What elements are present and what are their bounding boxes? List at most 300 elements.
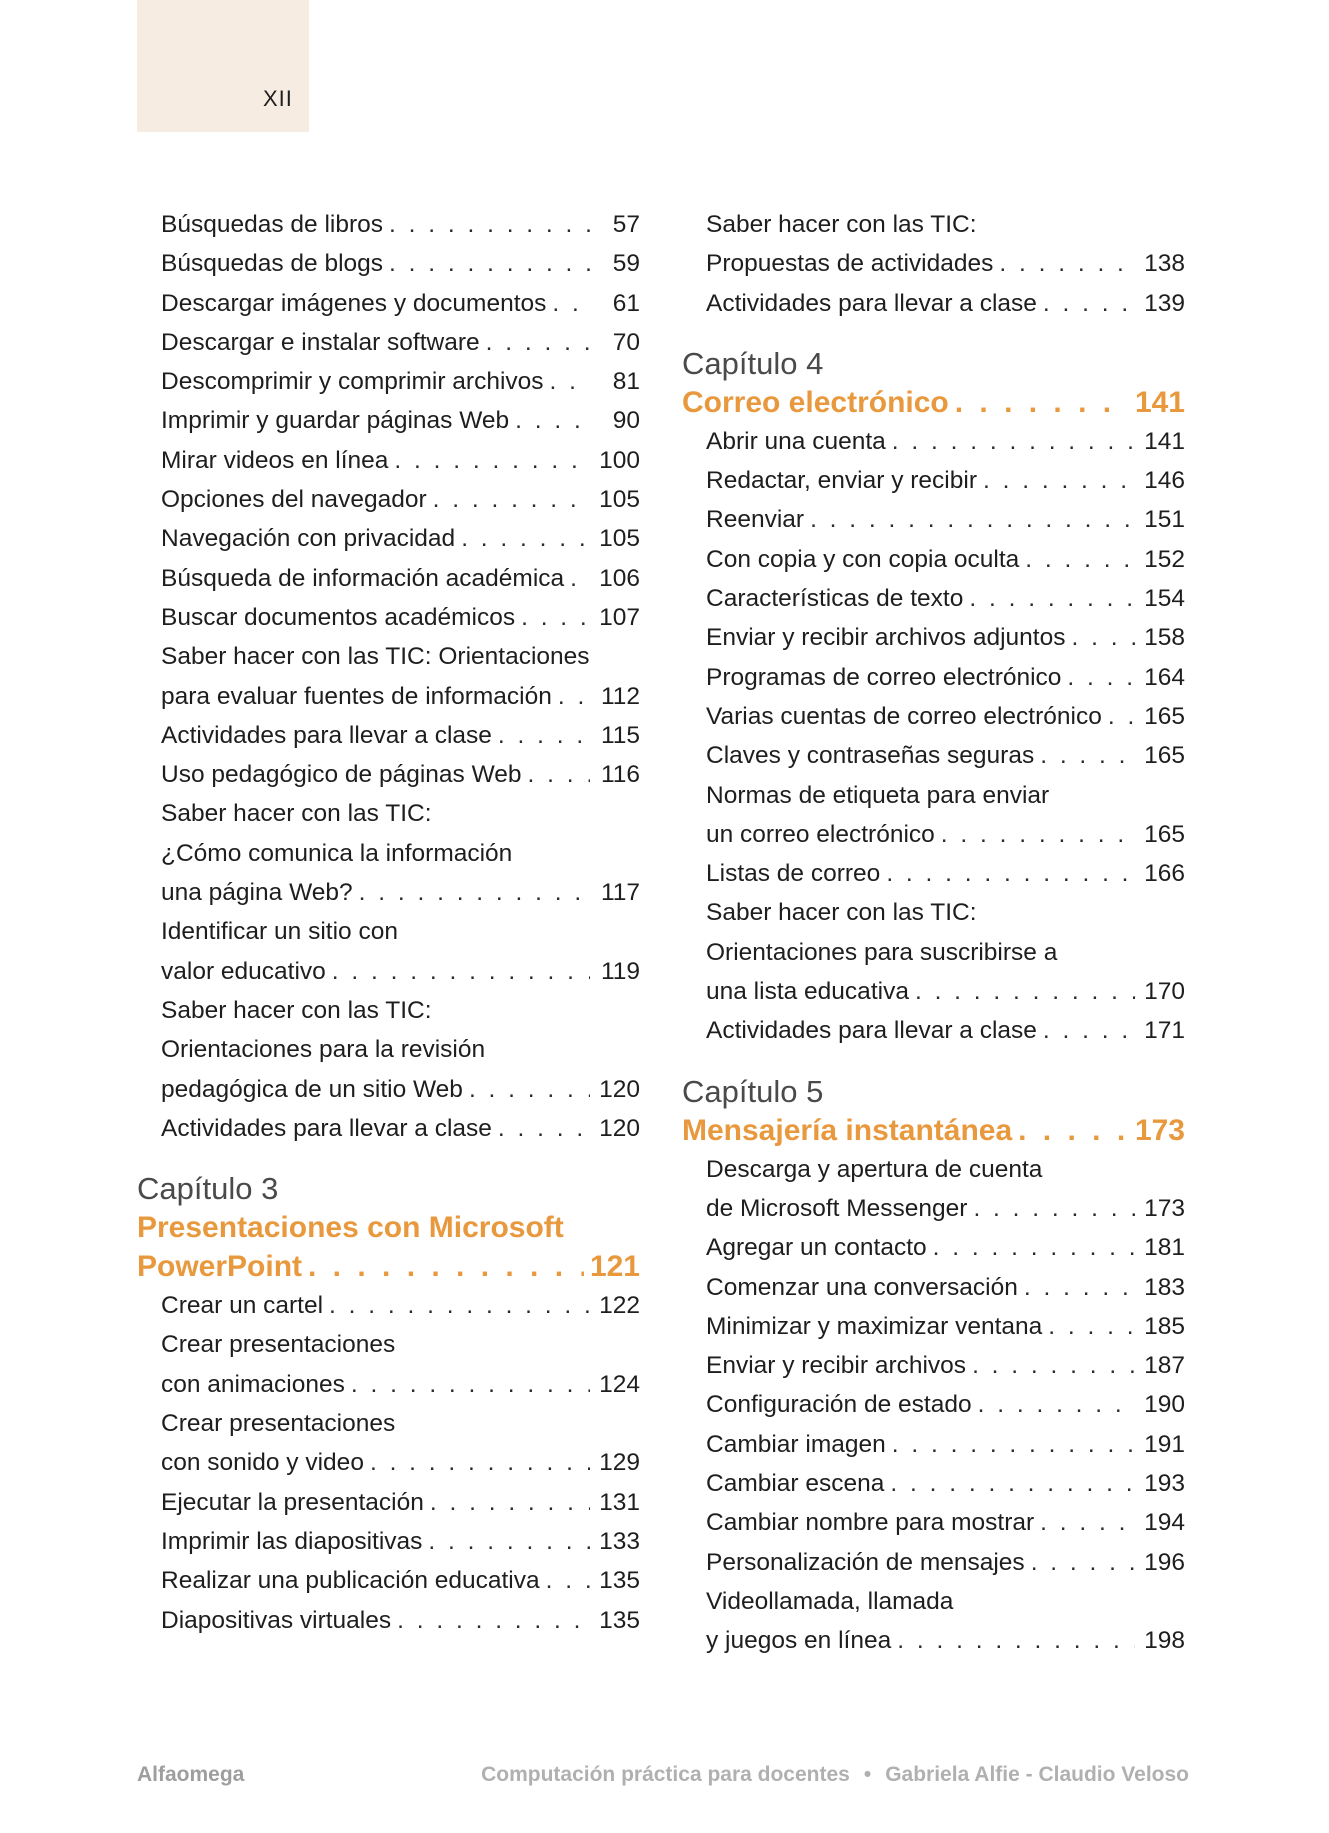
toc-leader-dots — [1043, 1011, 1135, 1050]
toc-entry-line — [161, 559, 640, 598]
chapter-label: Capítulo 4 — [682, 345, 824, 381]
toc-entry-line — [706, 1464, 1185, 1503]
toc-entry-line — [161, 362, 640, 401]
toc-page-number: 173 — [1144, 1194, 1185, 1222]
toc-entry-line — [161, 716, 640, 755]
toc-leader-dots — [461, 519, 590, 558]
toc-entry — [137, 480, 640, 519]
toc-entry-title: Enviar y recibir archivos adjuntos — [706, 624, 1066, 652]
toc-entry — [682, 461, 1185, 500]
toc-entry — [682, 284, 1185, 323]
toc-page-number: 193 — [1144, 1470, 1185, 1498]
toc-leader-dots — [486, 323, 590, 362]
page-number: XII — [263, 86, 293, 111]
toc-entry — [137, 912, 640, 991]
toc-leader-dots — [1048, 1307, 1135, 1346]
toc-page-number: 105 — [599, 525, 640, 553]
toc-entry — [682, 1346, 1185, 1385]
toc-entry-line — [706, 972, 1185, 1011]
toc-entry-line — [161, 284, 640, 323]
toc-entry-line — [161, 1109, 640, 1148]
toc-entry — [682, 854, 1185, 893]
toc-entry-line — [161, 834, 640, 873]
toc-page-number: 107 — [599, 603, 640, 631]
toc-page-number: 106 — [599, 564, 640, 592]
toc-entry-line — [706, 579, 1185, 618]
toc-leader-dots — [370, 1443, 590, 1482]
chapter-title-text: PowerPoint — [137, 1250, 303, 1284]
toc-page-number: 183 — [1144, 1273, 1185, 1301]
toc-leader-dots — [528, 755, 590, 794]
toc-entry-title: Búsqueda de información académica — [161, 564, 565, 592]
toc-entry-title: Enviar y recibir archivos — [706, 1352, 967, 1380]
toc-entry-line — [161, 677, 640, 716]
toc-page-number: 133 — [599, 1527, 640, 1555]
toc-entry-title: Actividades para llevar a clase — [161, 721, 492, 749]
toc-entry — [137, 559, 640, 598]
chapter-label: Capítulo 5 — [682, 1073, 824, 1109]
toc-entry — [682, 1503, 1185, 1542]
toc-entry — [137, 637, 640, 716]
toc-leader-dots — [1025, 540, 1135, 579]
toc-leader-dots — [915, 972, 1135, 1011]
toc-entry-title: ¿Cómo comunica la información — [161, 839, 513, 867]
toc-entry-title: Personalización de mensajes — [706, 1548, 1025, 1576]
toc-entry — [682, 1385, 1185, 1424]
toc-entry-title: Con copia y con copia oculta — [706, 545, 1020, 573]
toc-leader-dots — [498, 716, 590, 755]
toc-entry-title: Orientaciones para suscribirse a — [706, 938, 1058, 966]
book-credit — [481, 1763, 1189, 1787]
toc-entry-line — [706, 736, 1185, 775]
toc-entry-title: Crear un cartel — [161, 1292, 324, 1320]
toc-entry-line — [161, 1286, 640, 1325]
toc-page-number: 70 — [612, 328, 640, 356]
chapter-title — [682, 383, 1185, 422]
toc-entry-title: Propuestas de actividades — [706, 250, 994, 278]
toc-entry — [137, 205, 640, 244]
toc-entry-title: Descargar e instalar software — [161, 328, 480, 356]
toc-page-number: 165 — [1144, 742, 1185, 770]
toc-entry-title: Características de texto — [706, 585, 964, 613]
toc-entry-line — [706, 893, 1185, 932]
toc-entry — [137, 441, 640, 480]
chapter-title-text: Mensajería instantánea — [682, 1113, 1013, 1147]
toc-entry-line — [161, 598, 640, 637]
toc-entry-title: Cambiar escena — [706, 1470, 885, 1498]
toc-entry — [137, 362, 640, 401]
toc-entry-line — [161, 480, 640, 519]
toc-entry-title: y juegos en línea — [706, 1627, 892, 1655]
toc-entry-line — [706, 284, 1185, 323]
publisher-brand: Alfaomega — [137, 1763, 245, 1786]
toc-entry-line — [706, 1011, 1185, 1050]
toc-entry — [137, 284, 640, 323]
toc-entry — [682, 205, 1185, 284]
chapter-page-number: 121 — [589, 1250, 640, 1284]
toc-leader-dots — [469, 1070, 590, 1109]
toc-entry-line — [161, 1070, 640, 1109]
toc-page-number: 124 — [599, 1370, 640, 1398]
toc-entry-title: Listas de correo — [706, 860, 881, 888]
toc-leader-dots — [890, 1464, 1135, 1503]
toc-page-number: 131 — [599, 1488, 640, 1516]
toc-entry-line — [706, 1385, 1185, 1424]
toc-leader-dots — [973, 1189, 1135, 1228]
toc-entry — [137, 244, 640, 283]
toc-entry-title: Cambiar nombre para mostrar — [706, 1509, 1035, 1537]
toc-entry — [137, 1286, 640, 1325]
toc-entry-line — [706, 697, 1185, 736]
toc-entry — [682, 1228, 1185, 1267]
toc-entry-title: Saber hacer con las TIC: — [706, 211, 977, 238]
toc-leader-dots — [546, 1561, 590, 1600]
toc-entry-line — [161, 323, 640, 362]
toc-entry-line — [706, 1425, 1185, 1464]
toc-entry-title: Crear presentaciones — [161, 1331, 396, 1359]
toc-leader-dots — [1043, 284, 1135, 323]
toc-entry-line — [706, 933, 1185, 972]
toc-page-number: 154 — [1144, 585, 1185, 613]
toc-entry-title: Búsquedas de libros — [161, 211, 384, 238]
toc-entry-title: Agregar un contacto — [706, 1234, 927, 1262]
toc-entry-line — [161, 1601, 640, 1640]
toc-page-number: 112 — [600, 682, 640, 710]
toc-entry — [682, 776, 1185, 855]
toc-entry-title: Diapositivas virtuales — [161, 1606, 392, 1634]
toc-leader-dots — [515, 401, 590, 440]
chapter-title — [682, 1111, 1185, 1150]
toc-entry-line — [161, 1365, 640, 1404]
toc-entry — [682, 1464, 1185, 1503]
toc-entry-title: Imprimir las diapositivas — [161, 1527, 423, 1555]
chapter-title-text: Presentaciones con Microsoft — [137, 1211, 564, 1245]
toc-entry — [682, 500, 1185, 539]
toc-entry-title: Identificar un sitio con — [161, 918, 398, 946]
toc-entry-line — [161, 991, 640, 1030]
toc-leader-dots — [433, 480, 590, 519]
toc-entry-line — [706, 776, 1185, 815]
toc-leader-dots — [550, 362, 590, 401]
toc-entry — [682, 579, 1185, 618]
toc-leader-dots — [1108, 697, 1135, 736]
toc-entry — [137, 519, 640, 558]
toc-entry — [682, 1011, 1185, 1050]
toc-page-number: 129 — [599, 1449, 640, 1477]
toc-leader-dots — [430, 1483, 590, 1522]
toc-entry-line — [706, 540, 1185, 579]
toc-entry-line — [161, 205, 640, 244]
toc-entry-title: una lista educativa — [706, 978, 909, 1006]
toc-entry-title: Realizar una publicación educativa — [161, 1567, 540, 1595]
toc-page-number: 59 — [612, 250, 640, 278]
toc-entry — [682, 697, 1185, 736]
chapter-title-line — [682, 383, 1185, 422]
toc-page-number: 198 — [1144, 1627, 1185, 1655]
toc-page-number: 158 — [1144, 624, 1185, 652]
toc-entry-title: pedagógica de un sitio Web — [161, 1075, 463, 1103]
toc-leader-dots — [428, 1522, 590, 1561]
toc-entry — [137, 755, 640, 794]
chapter-page-number: 173 — [1134, 1113, 1185, 1147]
toc-page-number: 135 — [599, 1567, 640, 1595]
toc-entry-title: Imprimir y guardar páginas Web — [161, 407, 510, 435]
toc-entry — [137, 1601, 640, 1640]
toc-entry-title: con animaciones — [161, 1370, 345, 1398]
toc-leader-dots — [389, 244, 590, 283]
toc-entry — [137, 991, 640, 1109]
book-authors: Gabriela Alfie - Claudio Veloso — [885, 1763, 1189, 1786]
toc-page-number: 122 — [599, 1292, 640, 1320]
toc-entry-line — [706, 500, 1185, 539]
toc-entry — [682, 1307, 1185, 1346]
toc-page-number: 61 — [612, 289, 640, 317]
toc-leader-dots — [1067, 658, 1135, 697]
toc-entry-title: Navegación con privacidad — [161, 525, 456, 553]
toc-entry-title: Programas de correo electrónico — [706, 663, 1062, 691]
toc-entry-line — [161, 244, 640, 283]
toc-entry-title: Configuración de estado — [706, 1391, 972, 1419]
page-number-tab — [137, 0, 309, 132]
toc-entry — [682, 1268, 1185, 1307]
toc-entry-line — [706, 1582, 1185, 1621]
toc-entry-line — [706, 815, 1185, 854]
toc-page-number: 152 — [1144, 545, 1185, 573]
toc-leader-dots — [1024, 1268, 1135, 1307]
toc-page-number: 139 — [1144, 289, 1185, 317]
toc-entry-line — [706, 244, 1185, 283]
toc-page-number: 146 — [1144, 467, 1185, 495]
toc-leader-dots — [1040, 1503, 1135, 1542]
chapter-title-line — [682, 1111, 1185, 1150]
page-footer — [137, 1763, 1189, 1793]
footer-bullet: • — [863, 1763, 872, 1786]
toc-entry-line — [706, 461, 1185, 500]
toc-entry-title: Saber hacer con las TIC: — [161, 996, 432, 1024]
toc-entry-title: Saber hacer con las TIC: — [706, 899, 977, 927]
toc-entry-title: un correo electrónico — [706, 820, 935, 848]
toc-page-number: 90 — [612, 407, 640, 435]
toc-leader-dots — [397, 1601, 590, 1640]
toc-entry — [682, 1425, 1185, 1464]
toc-entry-line — [161, 794, 640, 833]
toc-entry-line — [706, 618, 1185, 657]
toc-entry-title: Descomprimir y comprimir archivos — [161, 368, 544, 396]
toc-leader-dots — [332, 952, 590, 991]
toc-entry-title: de Microsoft Messenger — [706, 1194, 968, 1222]
toc-entry-title: Reenviar — [706, 506, 805, 534]
toc-entry-line — [161, 1522, 640, 1561]
toc-entry-line — [706, 1150, 1185, 1189]
toc-entry — [137, 1325, 640, 1404]
toc-entry — [682, 1150, 1185, 1229]
toc-entry — [137, 1522, 640, 1561]
toc-page-number: 196 — [1144, 1548, 1185, 1576]
toc-entry-line — [161, 1561, 640, 1600]
toc-entry-line — [161, 1483, 640, 1522]
toc-leader-dots — [892, 1425, 1135, 1464]
toc-leader-dots — [329, 1286, 590, 1325]
toc-page-number: 135 — [599, 1606, 640, 1634]
toc-entry-title: con sonido y video — [161, 1449, 364, 1477]
toc-page-number: 190 — [1144, 1391, 1185, 1419]
toc-entry-title: Búsquedas de blogs — [161, 250, 384, 278]
toc-entry-title: Redactar, enviar y recibir — [706, 467, 977, 495]
toc-entry — [137, 794, 640, 912]
toc-entry-title: valor educativo — [161, 957, 326, 985]
toc-leader-dots — [933, 1228, 1135, 1267]
toc-leader-dots — [941, 815, 1135, 854]
toc-entry — [137, 716, 640, 755]
toc-page-number: 115 — [600, 721, 640, 749]
toc-page-number: 191 — [1144, 1430, 1185, 1458]
toc-entry-title: Opciones del navegador — [161, 486, 427, 514]
toc-entry-line — [706, 1228, 1185, 1267]
toc-entry-title: Ejecutar la presentación — [161, 1488, 424, 1516]
toc-entry — [682, 618, 1185, 657]
toc-leader-dots — [389, 205, 590, 244]
toc-page-number: 119 — [600, 957, 640, 985]
toc-entry-line — [161, 755, 640, 794]
toc-leader-dots — [999, 244, 1135, 283]
toc-page-number: 187 — [1144, 1352, 1185, 1380]
toc-leader-dots — [897, 1621, 1135, 1660]
toc-page-number: 100 — [599, 446, 640, 474]
toc-entry-line — [161, 1325, 640, 1364]
toc-page-number: 181 — [1144, 1234, 1185, 1262]
toc-entry — [682, 540, 1185, 579]
toc-entry-title: Buscar documentos académicos — [161, 603, 516, 631]
toc-entry-title: Crear presentaciones — [161, 1410, 396, 1438]
toc-page-number: 166 — [1144, 860, 1185, 888]
toc-entry-line — [706, 1307, 1185, 1346]
chapter-title-line — [137, 1208, 640, 1247]
toc-entry-line — [161, 401, 640, 440]
toc-entry-line — [706, 1503, 1185, 1542]
chapter-leader-dots — [1018, 1111, 1129, 1150]
toc-entry-title: Actividades para llevar a clase — [161, 1114, 492, 1142]
chapter-leader-dots — [308, 1247, 584, 1286]
toc-entry — [137, 401, 640, 440]
toc-entry-title: para evaluar fuentes de información — [161, 682, 552, 710]
toc-leader-dots — [521, 598, 590, 637]
toc-entry — [682, 1543, 1185, 1582]
toc-entry — [682, 1582, 1185, 1661]
toc-entry-title: Minimizar y maximizar ventana — [706, 1312, 1043, 1340]
toc-page-number: 165 — [1144, 702, 1185, 730]
toc-entry-title: Saber hacer con las TIC: Orientaciones — [161, 643, 590, 671]
toc-entry-title: Descargar imágenes y documentos — [161, 289, 547, 317]
toc-entry-title: Mirar videos en línea — [161, 446, 389, 474]
toc-page-number: 81 — [612, 368, 640, 396]
toc-leader-dots — [886, 854, 1135, 893]
toc-entry-title: Normas de etiqueta para enviar — [706, 781, 1050, 809]
toc-page-number: 151 — [1144, 506, 1185, 534]
toc-leader-dots — [552, 284, 590, 323]
toc-entry — [137, 1109, 640, 1148]
toc-page-number: 194 — [1144, 1509, 1185, 1537]
toc-leader-dots — [892, 422, 1135, 461]
toc-leader-dots — [359, 873, 590, 912]
toc-entry-line — [161, 1030, 640, 1069]
toc-leader-dots — [1031, 1543, 1135, 1582]
toc-entry-title: Saber hacer con las TIC: — [161, 800, 432, 828]
toc-entry — [682, 658, 1185, 697]
toc-page-number: 170 — [1144, 978, 1185, 1006]
toc-entry-title: Descarga y apertura de cuenta — [706, 1155, 1043, 1183]
toc-leader-dots — [1072, 618, 1136, 657]
toc-page-number: 138 — [1144, 250, 1185, 278]
toc-leader-dots — [969, 579, 1135, 618]
toc-leader-dots — [498, 1109, 590, 1148]
chapter-title-text: Correo electrónico — [682, 385, 949, 419]
toc-entry — [682, 736, 1185, 775]
toc-left-column — [137, 205, 640, 1640]
toc-entry-line — [161, 441, 640, 480]
toc-entry — [137, 1404, 640, 1483]
toc-leader-dots — [983, 461, 1135, 500]
toc-page-number: 164 — [1144, 663, 1185, 691]
toc-leader-dots — [810, 500, 1135, 539]
toc-page-number: 171 — [1144, 1017, 1185, 1045]
toc-page-number: 105 — [599, 486, 640, 514]
toc-entry-line — [161, 952, 640, 991]
toc-page-number: 185 — [1144, 1312, 1185, 1340]
book-title: Computación práctica para docentes — [481, 1763, 850, 1786]
toc-entry-line — [706, 1189, 1185, 1228]
toc-entry — [137, 1483, 640, 1522]
toc-page-number: 141 — [1144, 427, 1185, 455]
toc-entry-title: Abrir una cuenta — [706, 427, 886, 455]
toc-entry — [682, 893, 1185, 1011]
toc-entry-title: Orientaciones para la revisión — [161, 1036, 486, 1064]
chapter-leader-dots — [955, 383, 1129, 422]
toc-entry-title: Actividades para llevar a clase — [706, 1017, 1037, 1045]
toc-entry-line — [161, 873, 640, 912]
chapter-label: Capítulo 3 — [137, 1171, 279, 1207]
toc-entry-line — [706, 854, 1185, 893]
toc-entry-title: Claves y contraseñas seguras — [706, 742, 1035, 770]
toc-page-number: 116 — [600, 761, 640, 789]
toc-entry-line — [161, 1443, 640, 1482]
toc-leader-dots — [1040, 736, 1135, 775]
toc-leader-dots — [394, 441, 590, 480]
toc-page-number: 120 — [599, 1075, 640, 1103]
toc-entry — [137, 598, 640, 637]
toc-entry-line — [706, 205, 1185, 244]
toc-entry-title: una página Web? — [161, 879, 353, 907]
toc-entry — [137, 1561, 640, 1600]
toc-right-column — [682, 205, 1185, 1661]
toc-entry-line — [161, 1404, 640, 1443]
toc-entry-line — [161, 912, 640, 951]
toc-entry-line — [706, 1543, 1185, 1582]
toc-entry-title: Uso pedagógico de páginas Web — [161, 761, 522, 789]
toc-entry-line — [706, 1268, 1185, 1307]
toc-entry-title: Cambiar imagen — [706, 1430, 886, 1458]
toc-entry-line — [161, 637, 640, 676]
toc-entry-line — [161, 519, 640, 558]
toc-entry — [137, 323, 640, 362]
toc-leader-dots — [558, 677, 590, 716]
toc-entry — [682, 422, 1185, 461]
chapter-title — [137, 1208, 640, 1286]
toc-entry-title: Comenzar una conversación — [706, 1273, 1018, 1301]
toc-page-number: 117 — [600, 879, 640, 907]
toc-page-number: 165 — [1144, 820, 1185, 848]
chapter-page-number: 141 — [1134, 385, 1185, 419]
toc-leader-dots — [351, 1365, 590, 1404]
